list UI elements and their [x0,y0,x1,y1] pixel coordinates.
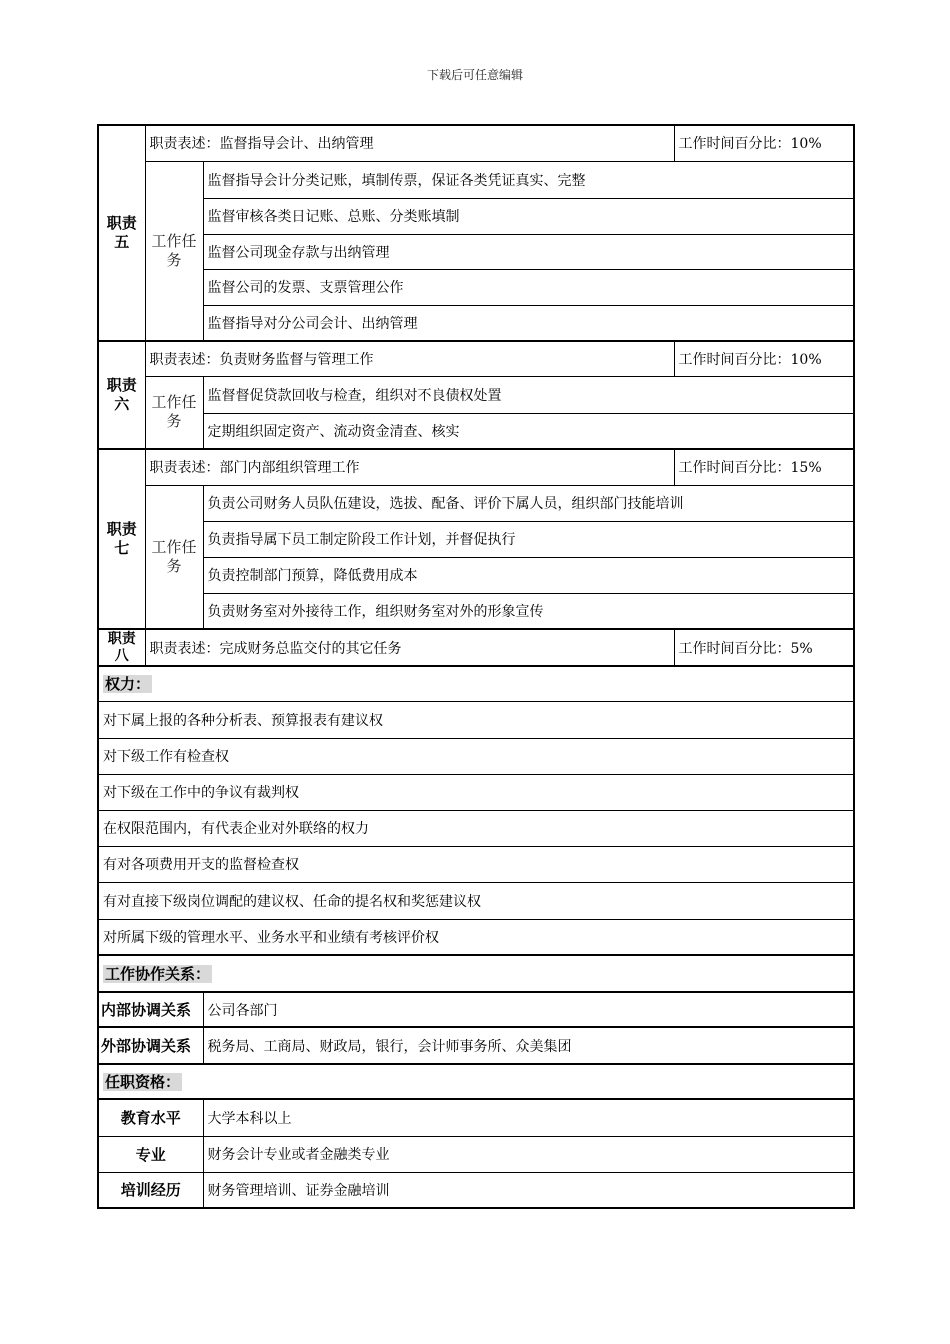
list-item [98,882,854,919]
cooperation-title-row [98,955,854,992]
duty5-label: 职责五 [98,125,145,341]
duty7-task-1: 负责公司财务人员队伍建设，选拔、配备、评价下属人员，组织部门技能培训 [203,485,854,521]
duty6-task-1: 监督督促贷款回收与检查，组织对不良债权处置 [203,376,854,413]
duty6-task-2: 定期组织固定资产、流动资金清查、核实 [203,413,854,449]
powers-title: 权力： [98,666,854,701]
power-item-7: 对所属下级的管理水平、业务水平和业绩有考核评价权 [98,919,854,955]
task-row [98,269,854,305]
list-item [98,738,854,774]
major-label: 专业 [98,1136,203,1172]
list-item [98,701,854,738]
power-item-1: 对下属上报的各种分析表、预算报表有建议权 [98,701,854,738]
task-row [98,198,854,234]
power-item-3: 对下级在工作中的争议有裁判权 [98,774,854,810]
task-row [98,521,854,557]
power-item-5: 有对各项费用开支的监督检查权 [98,846,854,882]
training-value: 财务管理培训、证券金融培训 [203,1172,854,1208]
duty7-pct: 工作时间百分比：15% [674,449,854,485]
duty5-task-4: 监督公司的发票、支票管理公作 [203,269,854,305]
powers-title-row [98,666,854,701]
duty7-desc: 职责表述：部门内部组织管理工作 [145,449,674,485]
duty6-desc-row [98,341,854,376]
job-description-table [97,124,855,1209]
internal-coordination-value: 公司各部门 [203,992,854,1027]
duty8-pct: 工作时间百分比：5% [674,629,854,666]
duty5-task-3: 监督公司现金存款与出纳管理 [203,234,854,269]
duty5-task-2: 监督审核各类日记账、总账、分类账填制 [203,198,854,234]
training-label: 培训经历 [98,1172,203,1208]
task-row [98,485,854,521]
qualifications-title: 任职资格： [98,1064,854,1099]
qualification-row [98,1099,854,1136]
duty5-task-5: 监督指导对分公司会计、出纳管理 [203,305,854,341]
duty7-task-2: 负责指导属下员工制定阶段工作计划，并督促执行 [203,521,854,557]
duty5-pct: 工作时间百分比：10% [674,125,854,161]
education-value: 大学本科以上 [203,1099,854,1136]
list-item [98,846,854,882]
qualification-row [98,1172,854,1208]
internal-coordination-label: 内部协调关系 [98,992,203,1027]
cooperation-row [98,1027,854,1064]
duty5-desc: 职责表述：监督指导会计、出纳管理 [145,125,674,161]
task-row [98,413,854,449]
task-row [98,557,854,593]
external-coordination-value: 税务局、工商局、财政局，银行，会计师事务所、众美集团 [203,1027,854,1064]
cooperation-row [98,992,854,1027]
duty6-label: 职责六 [98,341,145,449]
duty7-label: 职责七 [98,449,145,629]
external-coordination-label: 外部协调关系 [98,1027,203,1064]
task-row [98,234,854,269]
task-row [98,376,854,413]
education-label: 教育水平 [98,1099,203,1136]
power-item-6: 有对直接下级岗位调配的建议权、任命的提名权和奖惩建议权 [98,882,854,919]
duty6-task-label: 工作任务 [145,376,203,449]
header-note: 下载后可任意编辑 [426,68,523,82]
duty7-task-label: 工作任务 [145,485,203,629]
duty7-task-3: 负责控制部门预算，降低费用成本 [203,557,854,593]
qualification-row [98,1136,854,1172]
list-item [98,774,854,810]
list-item [98,810,854,846]
cooperation-title: 工作协作关系： [98,955,854,992]
power-item-2: 对下级工作有检查权 [98,738,854,774]
task-row [98,305,854,341]
major-value: 财务会计专业或者金融类专业 [203,1136,854,1172]
duty7-desc-row [98,449,854,485]
duty6-pct: 工作时间百分比：10% [674,341,854,376]
duty8-label: 职责八 [98,629,145,666]
qualifications-title-row [98,1064,854,1099]
duty6-desc: 职责表述：负责财务监督与管理工作 [145,341,674,376]
duty8-desc: 职责表述：完成财务总监交付的其它任务 [145,629,674,666]
duty5-task-1: 监督指导会计分类记账，填制传票，保证各类凭证真实、完整 [203,161,854,198]
power-item-4: 在权限范围内，有代表企业对外联络的权力 [98,810,854,846]
task-row [98,161,854,198]
list-item [98,919,854,955]
duty5-desc-row [98,125,854,161]
duty7-task-4: 负责财务室对外接待工作，组织财务室对外的形象宣传 [203,593,854,629]
task-row [98,593,854,629]
duty8-desc-row [98,629,854,666]
duty5-task-label: 工作任务 [145,161,203,341]
